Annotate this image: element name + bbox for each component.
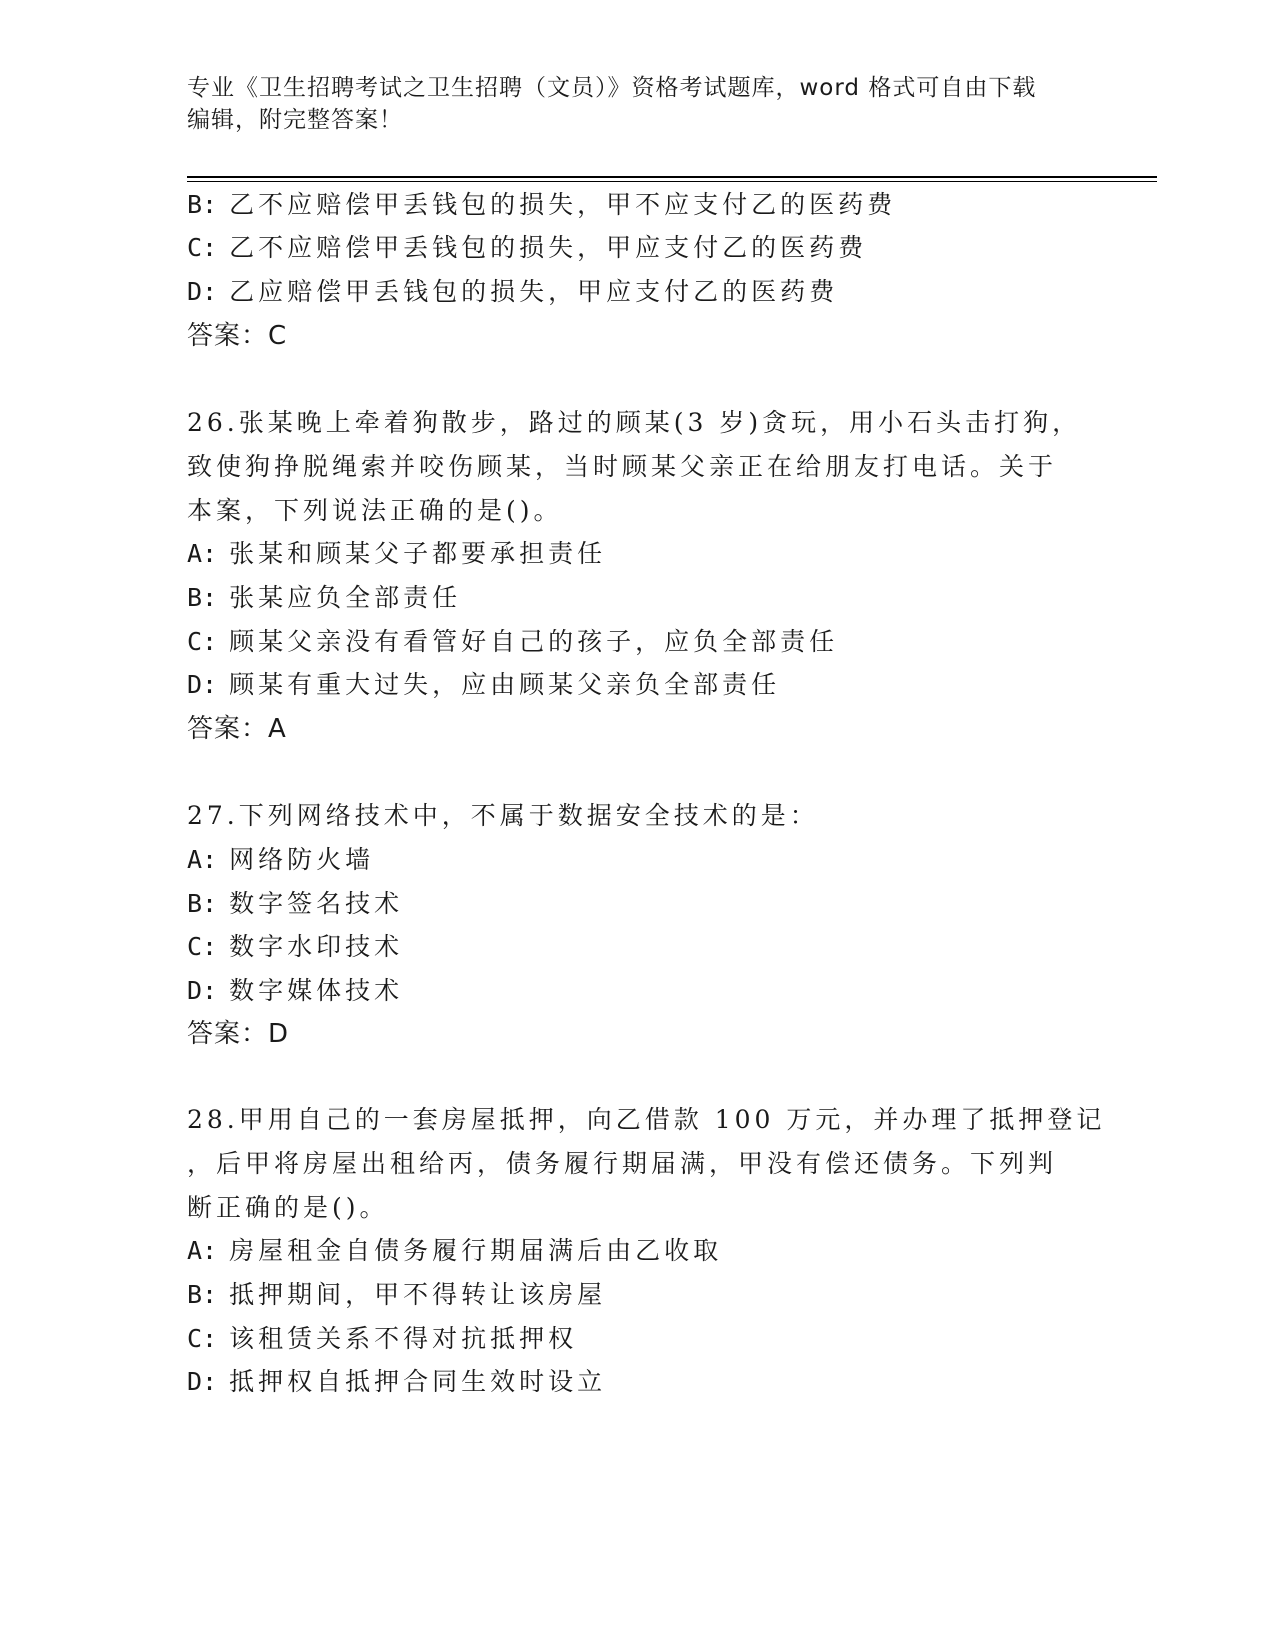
q26-option-c: C: 顾某父亲没有看管好自己的孩子，应负全部责任 — [187, 627, 839, 656]
header-line-1: 专业《卫生招聘考试之卫生招聘（文员）》资格考试题库，word 格式可自由下载 — [187, 75, 1037, 101]
q26-option-a: A: 张某和顾某父子都要承担责任 — [187, 539, 607, 568]
header-line-2: 编辑，附完整答案！ — [187, 107, 403, 133]
q26-option-d: D: 顾某有重大过失，应由顾某父亲负全部责任 — [187, 670, 781, 699]
q28-option-d: D: 抵押权自抵押合同生效时设立 — [187, 1367, 607, 1396]
q27-option-b: B: 数字签名技术 — [187, 889, 404, 918]
q28-stem-line-2: ，后甲将房屋出租给丙，债务履行期届满，甲没有偿还债务。下列判 — [187, 1149, 1058, 1178]
q27-option-d: D: 数字媒体技术 — [187, 976, 404, 1005]
q25-answer: 答案：C — [187, 321, 288, 351]
header-divider-thick — [187, 176, 1157, 178]
q28-stem-line-3: 断正确的是()。 — [187, 1193, 389, 1222]
document-header — [187, 72, 1087, 136]
q28-option-a: A: 房屋租金自债务履行期届满后由乙收取 — [187, 1236, 723, 1265]
q25-option-b: B: 乙不应赔偿甲丢钱包的损失，甲不应支付乙的医药费 — [187, 190, 897, 219]
q28-stem-line-1: 28.甲用自己的一套房屋抵押，向乙借款 100 万元，并办理了抵押登记 — [187, 1105, 1106, 1134]
q28-option-c: C: 该租赁关系不得对抗抵押权 — [187, 1324, 578, 1353]
q26-stem-line-3: 本案，下列说法正确的是()。 — [187, 496, 563, 525]
header-divider-thin — [187, 181, 1157, 182]
q26-answer: 答案：A — [187, 714, 287, 744]
q26-stem-line-2: 致使狗挣脱绳索并咬伤顾某，当时顾某父亲正在给朋友打电话。关于 — [187, 452, 1058, 481]
q27-option-c: C: 数字水印技术 — [187, 932, 404, 961]
q27-answer: 答案：D — [187, 1019, 290, 1049]
q25-option-c: C: 乙不应赔偿甲丢钱包的损失，甲应支付乙的医药费 — [187, 233, 868, 262]
q27-stem-line-1: 27.下列网络技术中，不属于数据安全技术的是： — [187, 801, 819, 830]
q28-option-b: B: 抵押期间，甲不得转让该房屋 — [187, 1280, 607, 1309]
q25-option-d: D: 乙应赔偿甲丢钱包的损失，甲应支付乙的医药费 — [187, 277, 839, 306]
q27-option-a: A: 网络防火墙 — [187, 845, 375, 874]
q26-stem-line-1: 26.张某晚上牵着狗散步，路过的顾某(3 岁)贪玩，用小石头击打狗， — [187, 408, 1082, 437]
q26-option-b: B: 张某应负全部责任 — [187, 583, 462, 612]
